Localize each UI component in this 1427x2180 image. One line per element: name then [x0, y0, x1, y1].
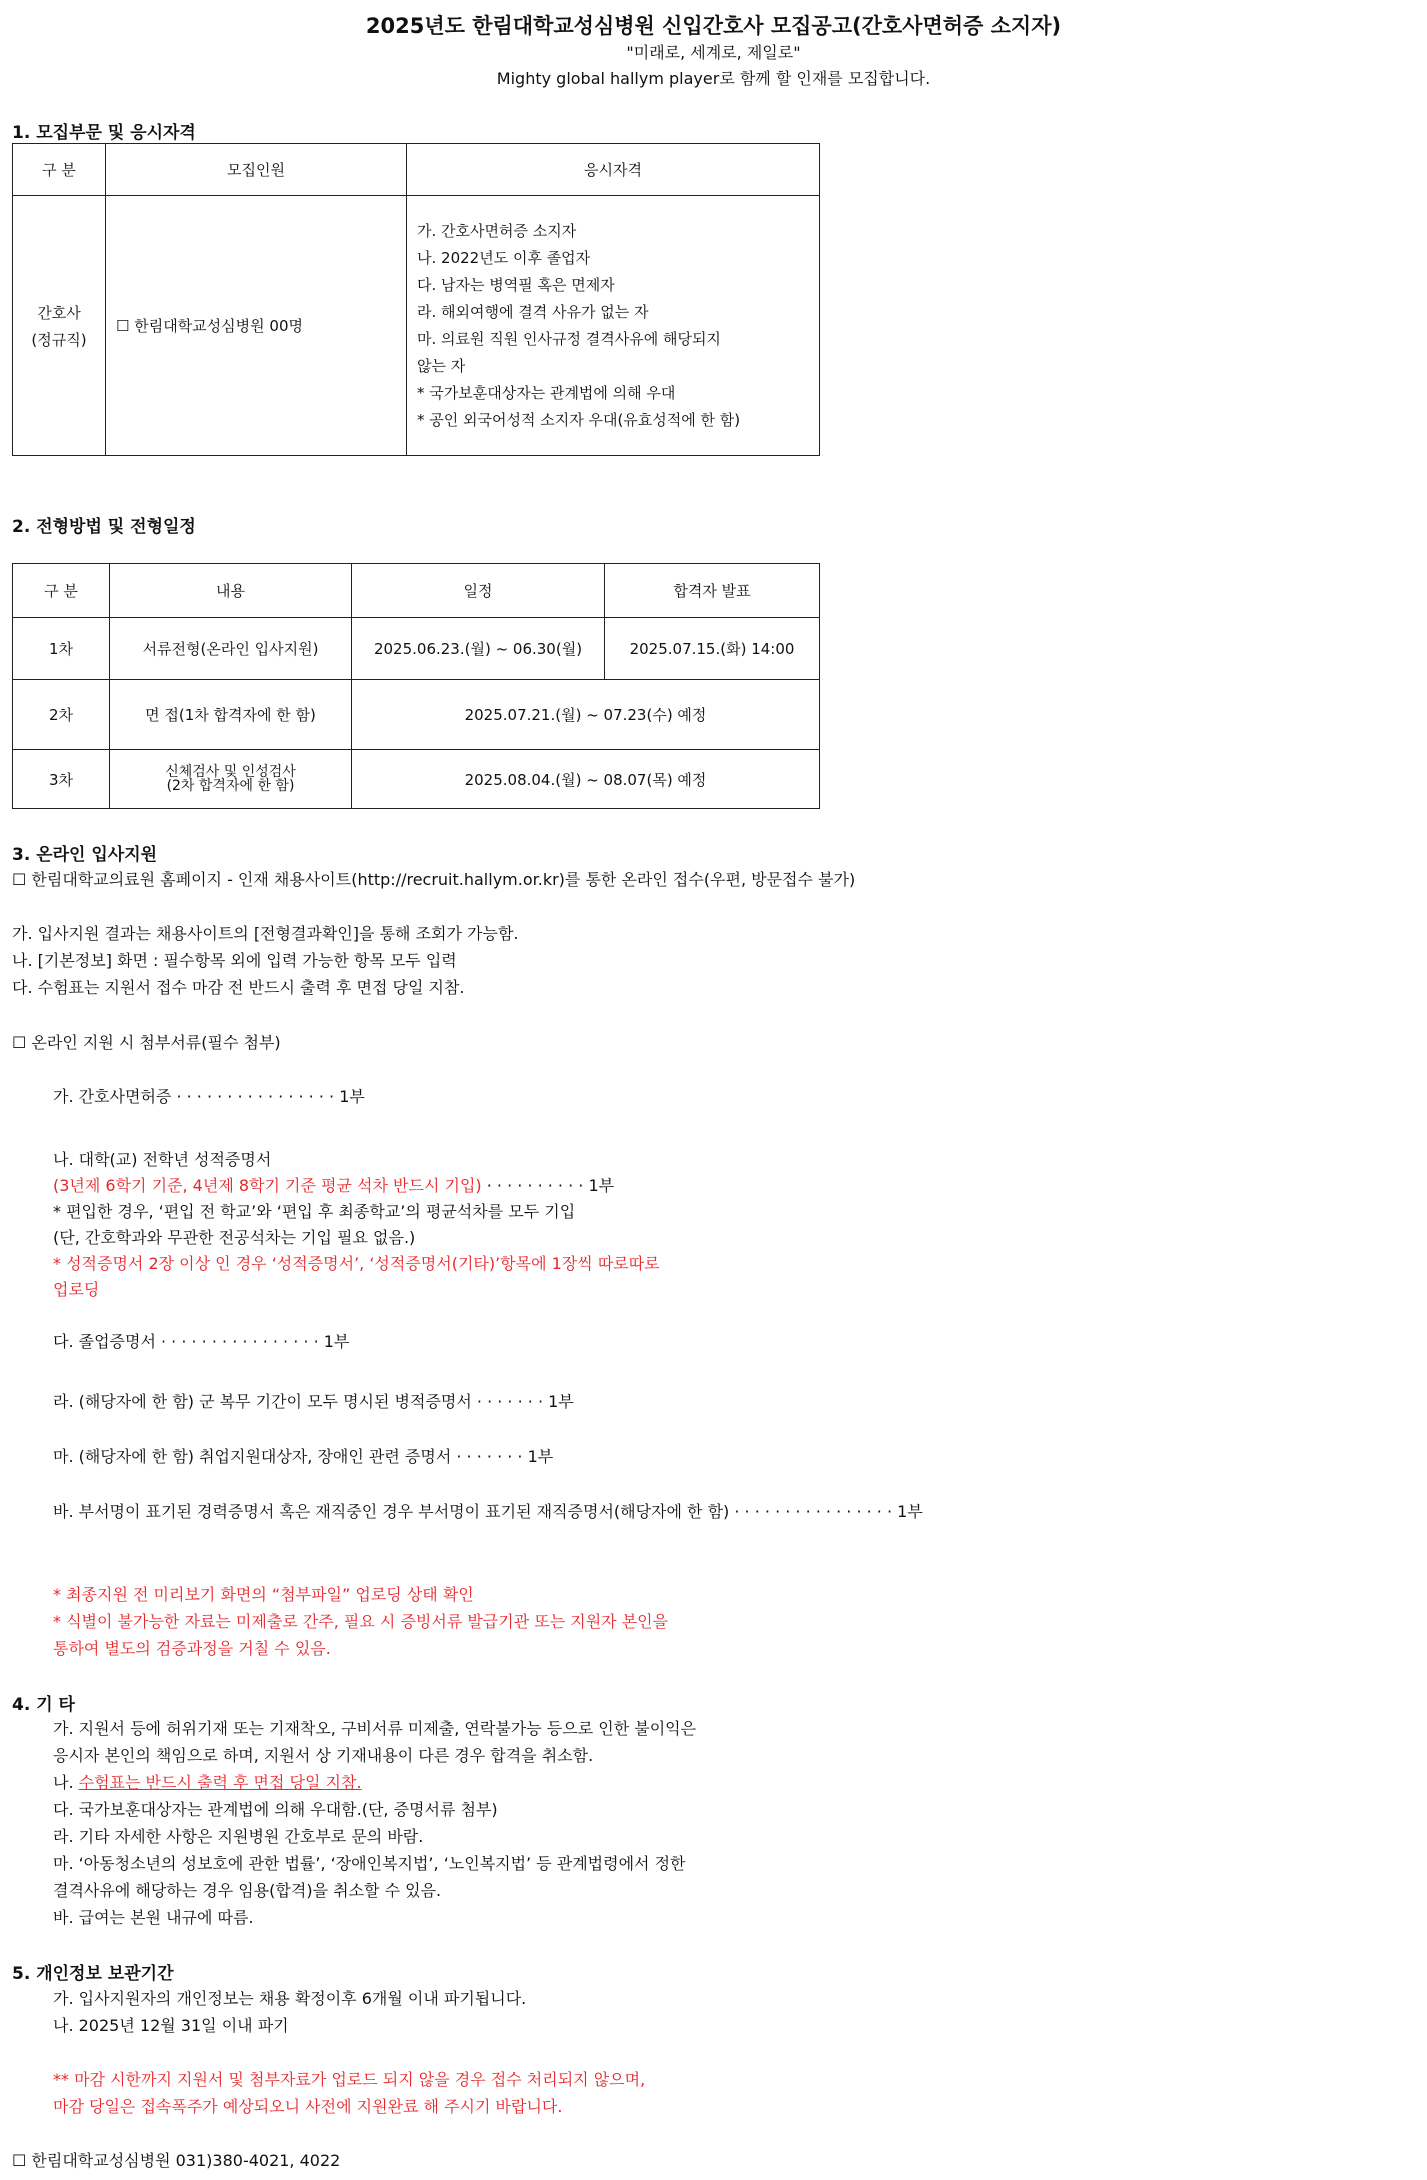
category-label: 간호사 [37, 303, 81, 322]
note-item: 나. [기본정보] 화면 : 필수항목 외에 입력 가능한 항목 모두 입력 [12, 951, 457, 970]
page-title: 2025년도 한림대학교성심병원 신입간호사 모집공고(간호사면허증 소지자) [365, 14, 1062, 38]
doc-graduation: 다. 졸업증명서 · · · · · · · · · · · · · · · · 1부 [53, 1332, 350, 1351]
header-cell-category: 구 분 [13, 144, 106, 196]
doc-transcript: 나. 대학(교) 전학년 성적증명서 [53, 1150, 272, 1169]
other-item: 결격사유에 해당하는 경우 임용(합격)을 취소할 수 있음. [53, 1881, 442, 1900]
header-cell-schedule: 일정 [352, 564, 605, 618]
header-cell-qualification: 응시자격 [407, 144, 820, 196]
note-item: 다. 수험표는 지원서 접수 마감 전 반드시 출력 후 면접 당일 지참. [12, 978, 465, 997]
upload-warning: * 식별이 불가능한 자료는 미제출로 간주, 필요 시 증빙서류 발급기관 또는 지원자 본인을 [53, 1612, 669, 1631]
upload-warning: 통하여 별도의 검증과정을 거칠 수 있음. [53, 1639, 331, 1658]
content-cell: 서류전형(온라인 입사지원) [110, 618, 352, 680]
other-item: 응시자 본인의 책임으로 하며, 지원서 상 기재내용이 다른 경우 합격을 취소함. [53, 1746, 594, 1765]
schedule-cell: 2025.08.04.(월) ~ 08.07(목) 예정 [352, 750, 820, 809]
transcript-note: (단, 간호학과와 무관한 전공석차는 기입 필요 없음.) [53, 1228, 416, 1247]
table-header-row [13, 564, 820, 618]
header-cell-stage: 구 분 [13, 564, 110, 618]
doc-career: 바. 부서명이 표기된 경력증명서 혹은 재직중인 경우 부서명이 표기된 재직증명서(해당자에 한 함) · · · · · · · · · · · · · · · · 1부 [53, 1502, 923, 1521]
note-item: 가. 입사지원 결과는 채용사이트의 [전형결과확인]을 통해 조회가 가능함. [12, 924, 519, 943]
item-prefix: 나. [53, 1773, 79, 1792]
section2-heading: 2. 전형방법 및 전형일정 [12, 517, 196, 537]
deadline-warning: ** 마감 시한까지 지원서 및 첨부자료가 업로드 되지 않을 경우 접수 처리되지 않으며, [53, 2070, 646, 2089]
qualification-item: 나. 2022년도 이후 졸업자 [417, 248, 591, 267]
schedule-table [12, 563, 820, 809]
header-cell-content: 내용 [110, 564, 352, 618]
table-row [13, 750, 820, 809]
other-item: 라. 기타 자세한 사항은 지원병원 간호부로 문의 바람. [53, 1827, 424, 1846]
recruit-count: ☐ 한림대학교성심병원 00명 [106, 196, 407, 456]
table-header-row [13, 144, 820, 196]
other-item: 마. ‘아동청소년의 성보호에 관한 법률’, ‘장애인복지법’, ‘노인복지법’ 등 관계법령에서 정한 [53, 1854, 686, 1873]
announce-cell: 2025.07.15.(화) 14:00 [605, 618, 820, 680]
category-cell [13, 196, 106, 456]
qualification-item: * 국가보훈대상자는 관계법에 의해 우대 [417, 383, 676, 402]
qualification-table [12, 143, 820, 456]
slogan: "미래로, 세계로, 제일로" [626, 43, 801, 62]
table-row [13, 618, 820, 680]
upload-warning: * 최종지원 전 미리보기 화면의 “첨부파일” 업로딩 상태 확인 [53, 1585, 474, 1604]
other-item: 가. 지원서 등에 허위기재 또는 기재착오, 구비서류 미제출, 연락불가능 등으로 인한 불이익은 [53, 1719, 697, 1738]
section4-heading: 4. 기 타 [12, 1695, 75, 1715]
tagline: Mighty global hallym player로 함께 할 인재를 모집합니다. [496, 69, 931, 88]
doc-employment-support: 마. (해당자에 한 함) 취업지원대상자, 장애인 관련 증명서 · · · · · · · 1부 [53, 1447, 554, 1466]
privacy-item: 나. 2025년 12월 31일 이내 파기 [53, 2016, 289, 2035]
stage-cell: 1차 [13, 618, 110, 680]
transcript-count: · · · · · · · · · · 1부 [481, 1176, 615, 1195]
section3-heading: 3. 온라인 입사지원 [12, 845, 158, 865]
content-line: (2차 합격자에 한 함) [166, 778, 295, 794]
transcript-criteria-red: (3년제 6학기 기준, 4년제 8학기 기준 평균 석차 반드시 기입) [53, 1176, 482, 1195]
content-cell [110, 750, 352, 809]
table-row [13, 196, 820, 456]
header-cell-announce: 합격자 발표 [605, 564, 820, 618]
header-cell-recruit: 모집인원 [106, 144, 407, 196]
schedule-cell: 2025.06.23.(월) ~ 06.30(월) [352, 618, 605, 680]
qualification-item: * 공인 외국어성적 소지자 우대(유효성적에 한 함) [417, 410, 741, 429]
other-item: 바. 급여는 본원 내규에 따름. [53, 1908, 254, 1927]
section1-heading: 1. 모집부문 및 응시자격 [12, 123, 196, 143]
attachments-heading: ☐ 온라인 지원 시 첨부서류(필수 첨부) [12, 1033, 281, 1052]
other-item [53, 1770, 362, 1793]
doc-transcript-criteria [53, 1173, 614, 1196]
other-item: 다. 국가보훈대상자는 관계법에 의해 우대함.(단, 증명서류 첨부) [53, 1800, 498, 1819]
doc-military: 라. (해당자에 한 함) 군 복무 기간이 모두 명시된 병적증명서 · · · · · · · 1부 [53, 1392, 574, 1411]
content-line: 신체검사 및 인성검사 [165, 764, 296, 780]
transcript-warning: * 성적증명서 2장 이상 인 경우 ‘성적증명서’, ‘성적증명서(기타)’항목에 1장씩 따로따로 [53, 1254, 660, 1273]
category-type: (정규직) [31, 330, 87, 349]
qualification-list [407, 196, 820, 456]
qualification-item: 다. 남자는 병역필 혹은 면제자 [417, 275, 615, 294]
doc-nursing-license: 가. 간호사면허증 · · · · · · · · · · · · · · · · 1부 [53, 1087, 365, 1106]
section5-heading: 5. 개인정보 보관기간 [12, 1964, 174, 1984]
qualification-item: 라. 해외여행에 결격 사유가 없는 자 [417, 302, 649, 321]
qualification-item: 않는 자 [417, 356, 466, 375]
transcript-warning: 업로딩 [53, 1280, 100, 1299]
content-cell: 면 접(1차 합격자에 한 함) [110, 680, 352, 750]
stage-cell: 3차 [13, 750, 110, 809]
stage-cell: 2차 [13, 680, 110, 750]
schedule-cell: 2025.07.21.(월) ~ 07.23(수) 예정 [352, 680, 820, 750]
privacy-item: 가. 입사지원자의 개인정보는 채용 확정이후 6개월 이내 파기됩니다. [53, 1989, 527, 2008]
application-site-info: ☐ 한림대학교의료원 홈페이지 - 인재 채용사이트(http://recruit.hallym.or.kr)를 통한 온라인 접수(우편, 방문접수 불가) [12, 870, 856, 889]
qualification-item: 가. 간호사면허증 소지자 [417, 221, 577, 240]
contact-info: ☐ 한림대학교성심병원 031)380-4021, 4022 [12, 2151, 341, 2170]
qualification-item: 마. 의료원 직원 인사규정 결격사유에 해당되지 [417, 329, 721, 348]
transcript-note: * 편입한 경우, ‘편입 전 학교’와 ‘편입 후 최종학교’의 평균석차를 모두 기입 [53, 1202, 576, 1221]
deadline-warning: 마감 당일은 접속폭주가 예상되오니 사전에 지원완료 해 주시기 바랍니다. [53, 2097, 563, 2116]
table-row [13, 680, 820, 750]
ticket-warning: 수험표는 반드시 출력 후 면접 당일 지참. [78, 1773, 362, 1792]
